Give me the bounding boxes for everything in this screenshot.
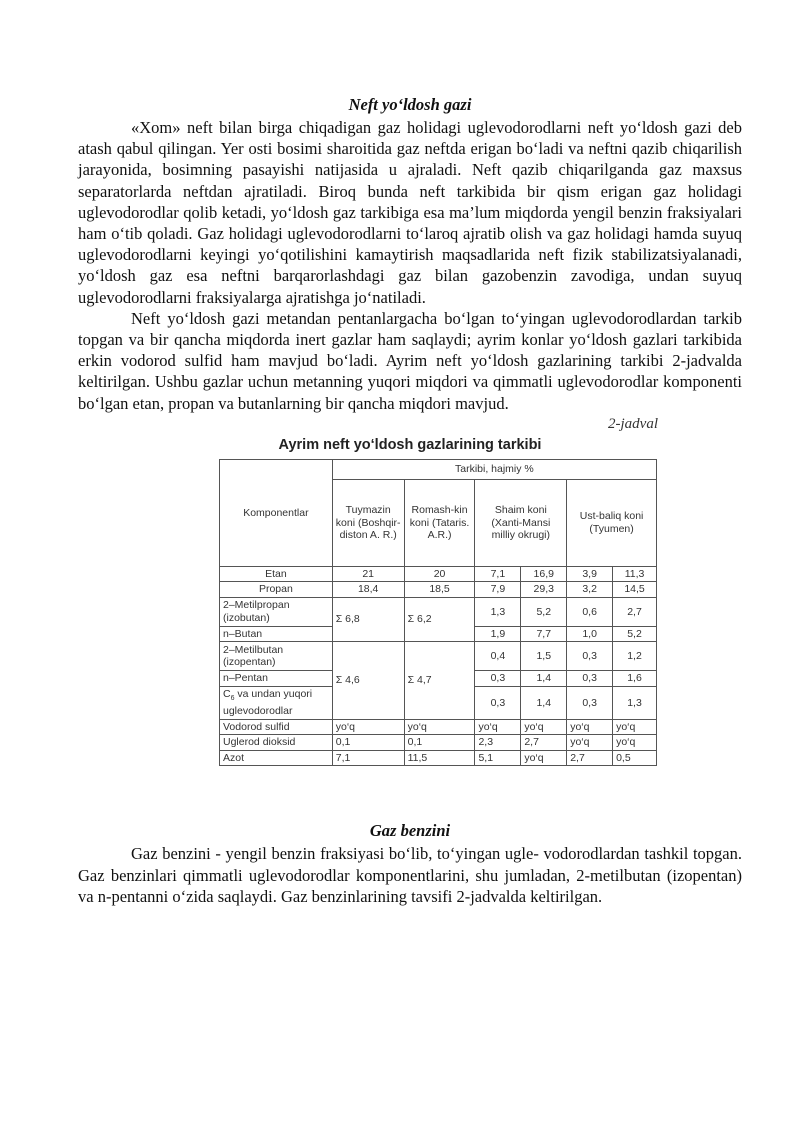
section-title-gas-gasoline: Gaz benzini <box>369 821 451 841</box>
table-cell: 29,3 <box>521 582 567 598</box>
table-cell: 1,6 <box>613 671 657 687</box>
document-page <box>78 94 742 907</box>
table-cell: 1,5 <box>521 642 567 671</box>
row-label: 2–Metilpropan (izobutan) <box>220 597 333 626</box>
table-cell: yo‘q <box>404 719 475 735</box>
table-cell: 1,3 <box>613 686 657 719</box>
table-cell: 5,2 <box>613 626 657 642</box>
c6-subscript: 6 <box>230 694 235 702</box>
table-cell: 0,3 <box>475 671 521 687</box>
table-cell: 11,5 <box>404 750 475 766</box>
row-label: Vodorod sulfid <box>220 719 333 735</box>
table-row <box>220 735 657 751</box>
table-cell: 18,5 <box>404 582 475 598</box>
header-field-tuymazin: Tuymazin koni (Boshqir-diston A. R.) <box>332 479 404 566</box>
table-cell: 2,7 <box>567 750 613 766</box>
table-cell: 3,2 <box>567 582 613 598</box>
table-cell: yo‘q <box>613 719 657 735</box>
table-cell: yo‘q <box>475 719 521 735</box>
row-label: Etan <box>220 566 333 582</box>
header-field-shaim: Shaim koni (Xanti-Mansi milliy okrugi) <box>475 479 567 566</box>
table-cell-sum: Σ 4,6 <box>332 642 404 720</box>
table-row <box>220 566 657 582</box>
table-cell: 2,7 <box>521 735 567 751</box>
gas-composition-table <box>219 459 657 767</box>
table-cell-sum: Σ 4,7 <box>404 642 475 720</box>
row-label: 2–Metilbutan (izopentan) <box>220 642 333 671</box>
table-row <box>220 642 657 671</box>
table-cell: 1,9 <box>475 626 521 642</box>
table-cell: 1,2 <box>613 642 657 671</box>
table-cell: 0,3 <box>567 671 613 687</box>
table-cell: 14,5 <box>613 582 657 598</box>
table-row <box>220 597 657 626</box>
table-number: 2-jadval <box>608 415 658 432</box>
row-label: Azot <box>220 750 333 766</box>
header-field-ustbaliq: Ust-baliq koni (Tyumen) <box>567 479 657 566</box>
table-cell: 11,3 <box>613 566 657 582</box>
paragraph-composition: Neft yo‘ldosh gazi metandan pentanlargacha bo‘lgan to‘yingan uglevodorodlardan tarkib topgan va bir qancha miqdorda inert gazlar ham saqlaydi; ayrim konlar yo‘ldosh gazlari tarkibida erkin vodorod sulfid ham mavjud bo‘ladi. Ayrim neft yo‘ldosh gazlarining tarkibi 2-jadvalda keltirilgan. Ushbu gazlar uchun metanning yuqori miqdori va qimmatli uglevodorodlar komponenti bo‘lgan etan, propan va butanlarning bir qancha miqdori mavjud. <box>78 308 742 413</box>
table-cell: 2,7 <box>613 597 657 626</box>
table-cell: 1,4 <box>521 686 567 719</box>
table-row <box>220 582 657 598</box>
table-header-row <box>220 459 657 479</box>
table-cell: 7,9 <box>475 582 521 598</box>
table-cell: 21 <box>332 566 404 582</box>
table-cell: 1,3 <box>475 597 521 626</box>
table-cell-sum: Σ 6,2 <box>404 597 475 642</box>
table-cell: 0,1 <box>332 735 404 751</box>
table-cell: 16,9 <box>521 566 567 582</box>
table-cell: 0,3 <box>475 686 521 719</box>
table-cell: 5,1 <box>475 750 521 766</box>
table-cell: 7,7 <box>521 626 567 642</box>
table-cell: 3,9 <box>567 566 613 582</box>
table-cell: yo‘q <box>521 719 567 735</box>
c6-symbol: C <box>223 687 231 700</box>
table-cell: 0,3 <box>567 686 613 719</box>
table-cell: 2,3 <box>475 735 521 751</box>
table-cell: 7,1 <box>332 750 404 766</box>
row-label: n–Pentan <box>220 671 333 687</box>
table-cell: yo‘q <box>332 719 404 735</box>
row-label: Propan <box>220 582 333 598</box>
table-cell: 18,4 <box>332 582 404 598</box>
table-cell: 7,1 <box>475 566 521 582</box>
table-row <box>220 719 657 735</box>
table-cell: 1,4 <box>521 671 567 687</box>
table-cell: 5,2 <box>521 597 567 626</box>
header-composition: Tarkibi, hajmiy % <box>332 459 656 479</box>
section-title-associated-gas: Neft yo‘ldosh gazi <box>348 95 472 114</box>
paragraph-intro: «Xom» neft bilan birga chiqadigan gaz holidagi uglevodorodlarni neft yo‘ldosh gazi deb atash qabul qilingan. Yer osti bosimi sharoitida gaz neftda erigan bo‘ladi va neftni qazib chiqarilish jarayonida, bosimning pasayishi natijasida u ajraladi. Neft qazib chiqarilganda gaz maxsus separatorlarda neftdan ajratiladi. Biroq bunda neft tarkibida bir qism erigan gaz holidagi uglevodorodlar qolib ketadi, yo‘ldosh gaz tarkibiga esa ma’lum miqdorda yengil benzin fraksiyalari ham o‘tib qoladi. Gaz holidagi uglevodorodlarni to‘laroq ajratib olish va gaz holidagi hamda suyuq uglevodorodlarni keyingi yo‘qotilishini kamaytirish maqsadlarida neft fizik stabilizatsiyalanadi, yo‘ldosh gaz esa neftni barqarorlashdagi gaz bilan gazobenzin zavodiga, undan suyuq uglevodorodlarni fraksiyalarga ajratishga jo‘natiladi. <box>78 118 742 307</box>
table-cell: yo‘q <box>567 719 613 735</box>
table-cell-sum: Σ 6,8 <box>332 597 404 642</box>
spacer <box>78 766 742 820</box>
table-cell: 0,6 <box>567 597 613 626</box>
table-cell: yo‘q <box>567 735 613 751</box>
table-cell: 0,3 <box>567 642 613 671</box>
row-label: n–Butan <box>220 626 333 642</box>
table-row <box>220 750 657 766</box>
table-caption: Ayrim neft yo‘ldosh gazlarining tarkibi <box>278 436 542 453</box>
table-cell: 0,1 <box>404 735 475 751</box>
header-components: Komponentlar <box>220 459 333 566</box>
table-cell: yo‘q <box>613 735 657 751</box>
table-cell: 0,4 <box>475 642 521 671</box>
c6-label-rest: va undan yuqori uglevodorodlar <box>223 687 313 718</box>
table-cell: 20 <box>404 566 475 582</box>
table-cell: 0,5 <box>613 750 657 766</box>
row-label-c6 <box>220 686 333 719</box>
table-cell: yo‘q <box>521 750 567 766</box>
header-field-romashkin: Romash-kin koni (Tataris. A.R.) <box>404 479 475 566</box>
paragraph-gas-gasoline: Gaz benzini - yengil benzin fraksiyasi bo‘lib, to‘yingan ugle- vodorodlardan tashkil topgan. Gaz benzinlari qimmatli uglevodorodlar komponentlarini, shu jumladan, 2-metilbutan (izopentan) va n-pentanni o‘zida saqlaydi. Gaz benzinlarining tavsifi 2-jadvalda keltirilgan. <box>78 844 742 906</box>
row-label: Uglerod dioksid <box>220 735 333 751</box>
table-cell: 1,0 <box>567 626 613 642</box>
